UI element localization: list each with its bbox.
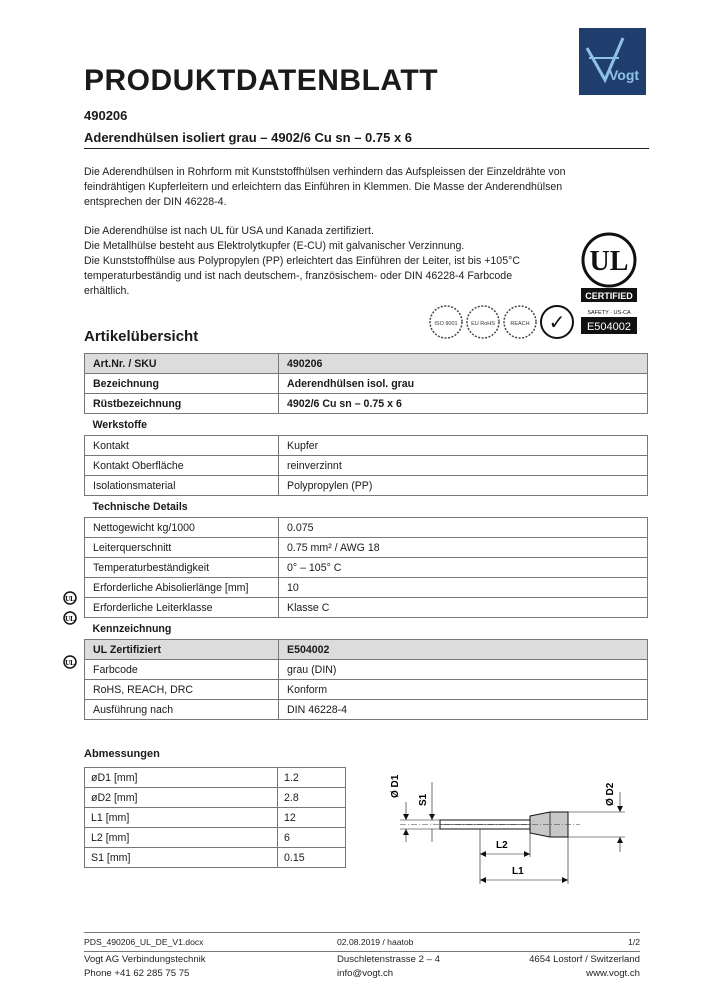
svg-text:✓: ✓	[548, 310, 566, 334]
footer-divider	[84, 932, 640, 933]
table-row: Temperaturbeständigkeit 0° – 105° C	[85, 558, 648, 578]
reach-badge-icon	[504, 306, 536, 338]
svg-text:L1: L1	[512, 866, 524, 877]
svg-text:CERTIFIED: CERTIFIED	[585, 291, 633, 301]
svg-text:S1: S1	[418, 793, 429, 806]
svg-text:Ø D2: Ø D2	[605, 782, 616, 806]
svg-text:ISO 9001: ISO 9001	[434, 321, 458, 327]
table-row: Erforderliche Leiterklasse Klasse C	[85, 598, 648, 618]
dimensions-title: Abmessungen	[84, 748, 160, 760]
product-sku: 490206	[84, 108, 128, 123]
table-row: Isolationsmaterial Polypropylen (PP)	[85, 476, 648, 496]
svg-text:Ø D1: Ø D1	[390, 774, 401, 798]
details-paragraph: Die Aderendhülse ist nach UL für USA und Kanada zertifiziert. Die Metallhülse besteht aus Elektrolytkupfer (E-CU) mit galvanischer Verzinnung. Die Kunststoffhülse aus Polypropylen (PP) erleichtert das Einführen der Leiter, ist bis +105°C temperaturbeständig und ist nach deutschem-, französischem- oder DIN 46228-4 Farbcode erhältlich.	[84, 225, 520, 297]
header-divider	[84, 148, 649, 149]
rohs-badge-icon	[467, 306, 499, 338]
iso-badge-icon	[430, 306, 462, 338]
svg-text:Vogt: Vogt	[609, 67, 640, 83]
svg-text:UL: UL	[65, 595, 75, 603]
ul-small-icon	[63, 591, 77, 605]
vogt-logo	[579, 28, 646, 95]
table-row: Nettogewicht kg/1000 0.075	[85, 518, 648, 538]
page-title: PRODUKTDATENBLATT	[84, 64, 439, 97]
table-row: øD1 [mm] 1.2	[85, 768, 346, 788]
footer-website[interactable]: www.vogt.ch	[586, 968, 640, 979]
footer-street: Duschletenstrasse 2 – 4	[337, 954, 440, 965]
ul-certified-mark	[579, 232, 639, 336]
footer-page: 1/2	[628, 937, 640, 947]
table-row: RoHS, REACH, DRC Konform	[85, 680, 648, 700]
footer-city: 4654 Lostorf / Switzerland	[529, 954, 640, 965]
section-heading-technik: Technische Details	[92, 500, 188, 513]
table-row: Kontakt Kupfer	[85, 436, 648, 456]
footer-divider	[84, 951, 640, 952]
ul-small-icon	[63, 611, 77, 625]
svg-text:SAFETY · US-CA: SAFETY · US-CA	[587, 310, 631, 316]
section-heading-werkstoffe: Werkstoffe	[92, 418, 148, 431]
table-row: Leiterquerschnitt 0.75 mm² / AWG 18	[85, 538, 648, 558]
svg-text:UL: UL	[589, 246, 629, 277]
footer-email[interactable]: info@vogt.ch	[337, 968, 394, 979]
table-row: Ausführung nach DIN 46228-4	[85, 700, 648, 720]
table-row: Farbcode grau (DIN)	[85, 660, 648, 680]
table-row: Bezeichnung Aderendhülsen isol. grau	[85, 374, 648, 394]
table-row: L2 [mm] 6	[85, 828, 346, 848]
svg-text:REACH: REACH	[510, 321, 530, 327]
table-row: øD2 [mm] 2.8	[85, 788, 346, 808]
svg-text:UL: UL	[65, 615, 75, 623]
drc-badge-icon	[541, 306, 573, 338]
footer-date: 02.08.2019 / haatob	[337, 937, 414, 947]
ul-small-icon	[63, 655, 77, 669]
footer-phone: Phone +41 62 285 75 75	[84, 968, 190, 979]
footer-company: Vogt AG Verbindungstechnik	[84, 954, 206, 965]
svg-text:EU RoHS: EU RoHS	[471, 321, 495, 327]
section-title: Artikelübersicht	[84, 328, 199, 345]
table-row: S1 [mm] 0.15	[85, 848, 346, 868]
article-table	[84, 353, 648, 720]
table-row: Rüstbezeichnung 4902/6 Cu sn – 0.75 x 6	[85, 394, 648, 414]
table-row: Kontakt Oberfläche reinverzinnt	[85, 456, 648, 476]
table-row: UL Zertifiziert E504002	[85, 640, 648, 660]
product-subtitle: Aderendhülsen isoliert grau – 4902/6 Cu sn – 0.75 x 6	[84, 130, 413, 145]
ferrule-drawing	[380, 762, 640, 892]
footer-doc: PDS_490206_UL_DE_V1.docx	[84, 937, 204, 947]
table-row: Art.Nr. / SKU 490206	[85, 354, 648, 374]
table-row: L1 [mm] 12	[85, 808, 346, 828]
svg-text:L2: L2	[496, 840, 508, 851]
intro-paragraph: Die Aderendhülsen in Rohrform mit Kunststoffhülsen verhindern das Aufspleissen der Einzeldrähte von feindrähtigen Kupferleitern und erleichtern das Einführen in Klemmen. Die Masse der Anderendhülsen entsprechen der DIN 46228-4.	[84, 166, 566, 208]
svg-text:UL: UL	[65, 659, 75, 667]
table-row: Erforderliche Abisolierlänge [mm] 10	[85, 578, 648, 598]
svg-text:E504002: E504002	[586, 321, 632, 333]
dimensions-table	[84, 767, 346, 868]
compliance-badges	[428, 304, 576, 340]
section-heading-kennzeichnung: Kennzeichnung	[92, 622, 172, 635]
